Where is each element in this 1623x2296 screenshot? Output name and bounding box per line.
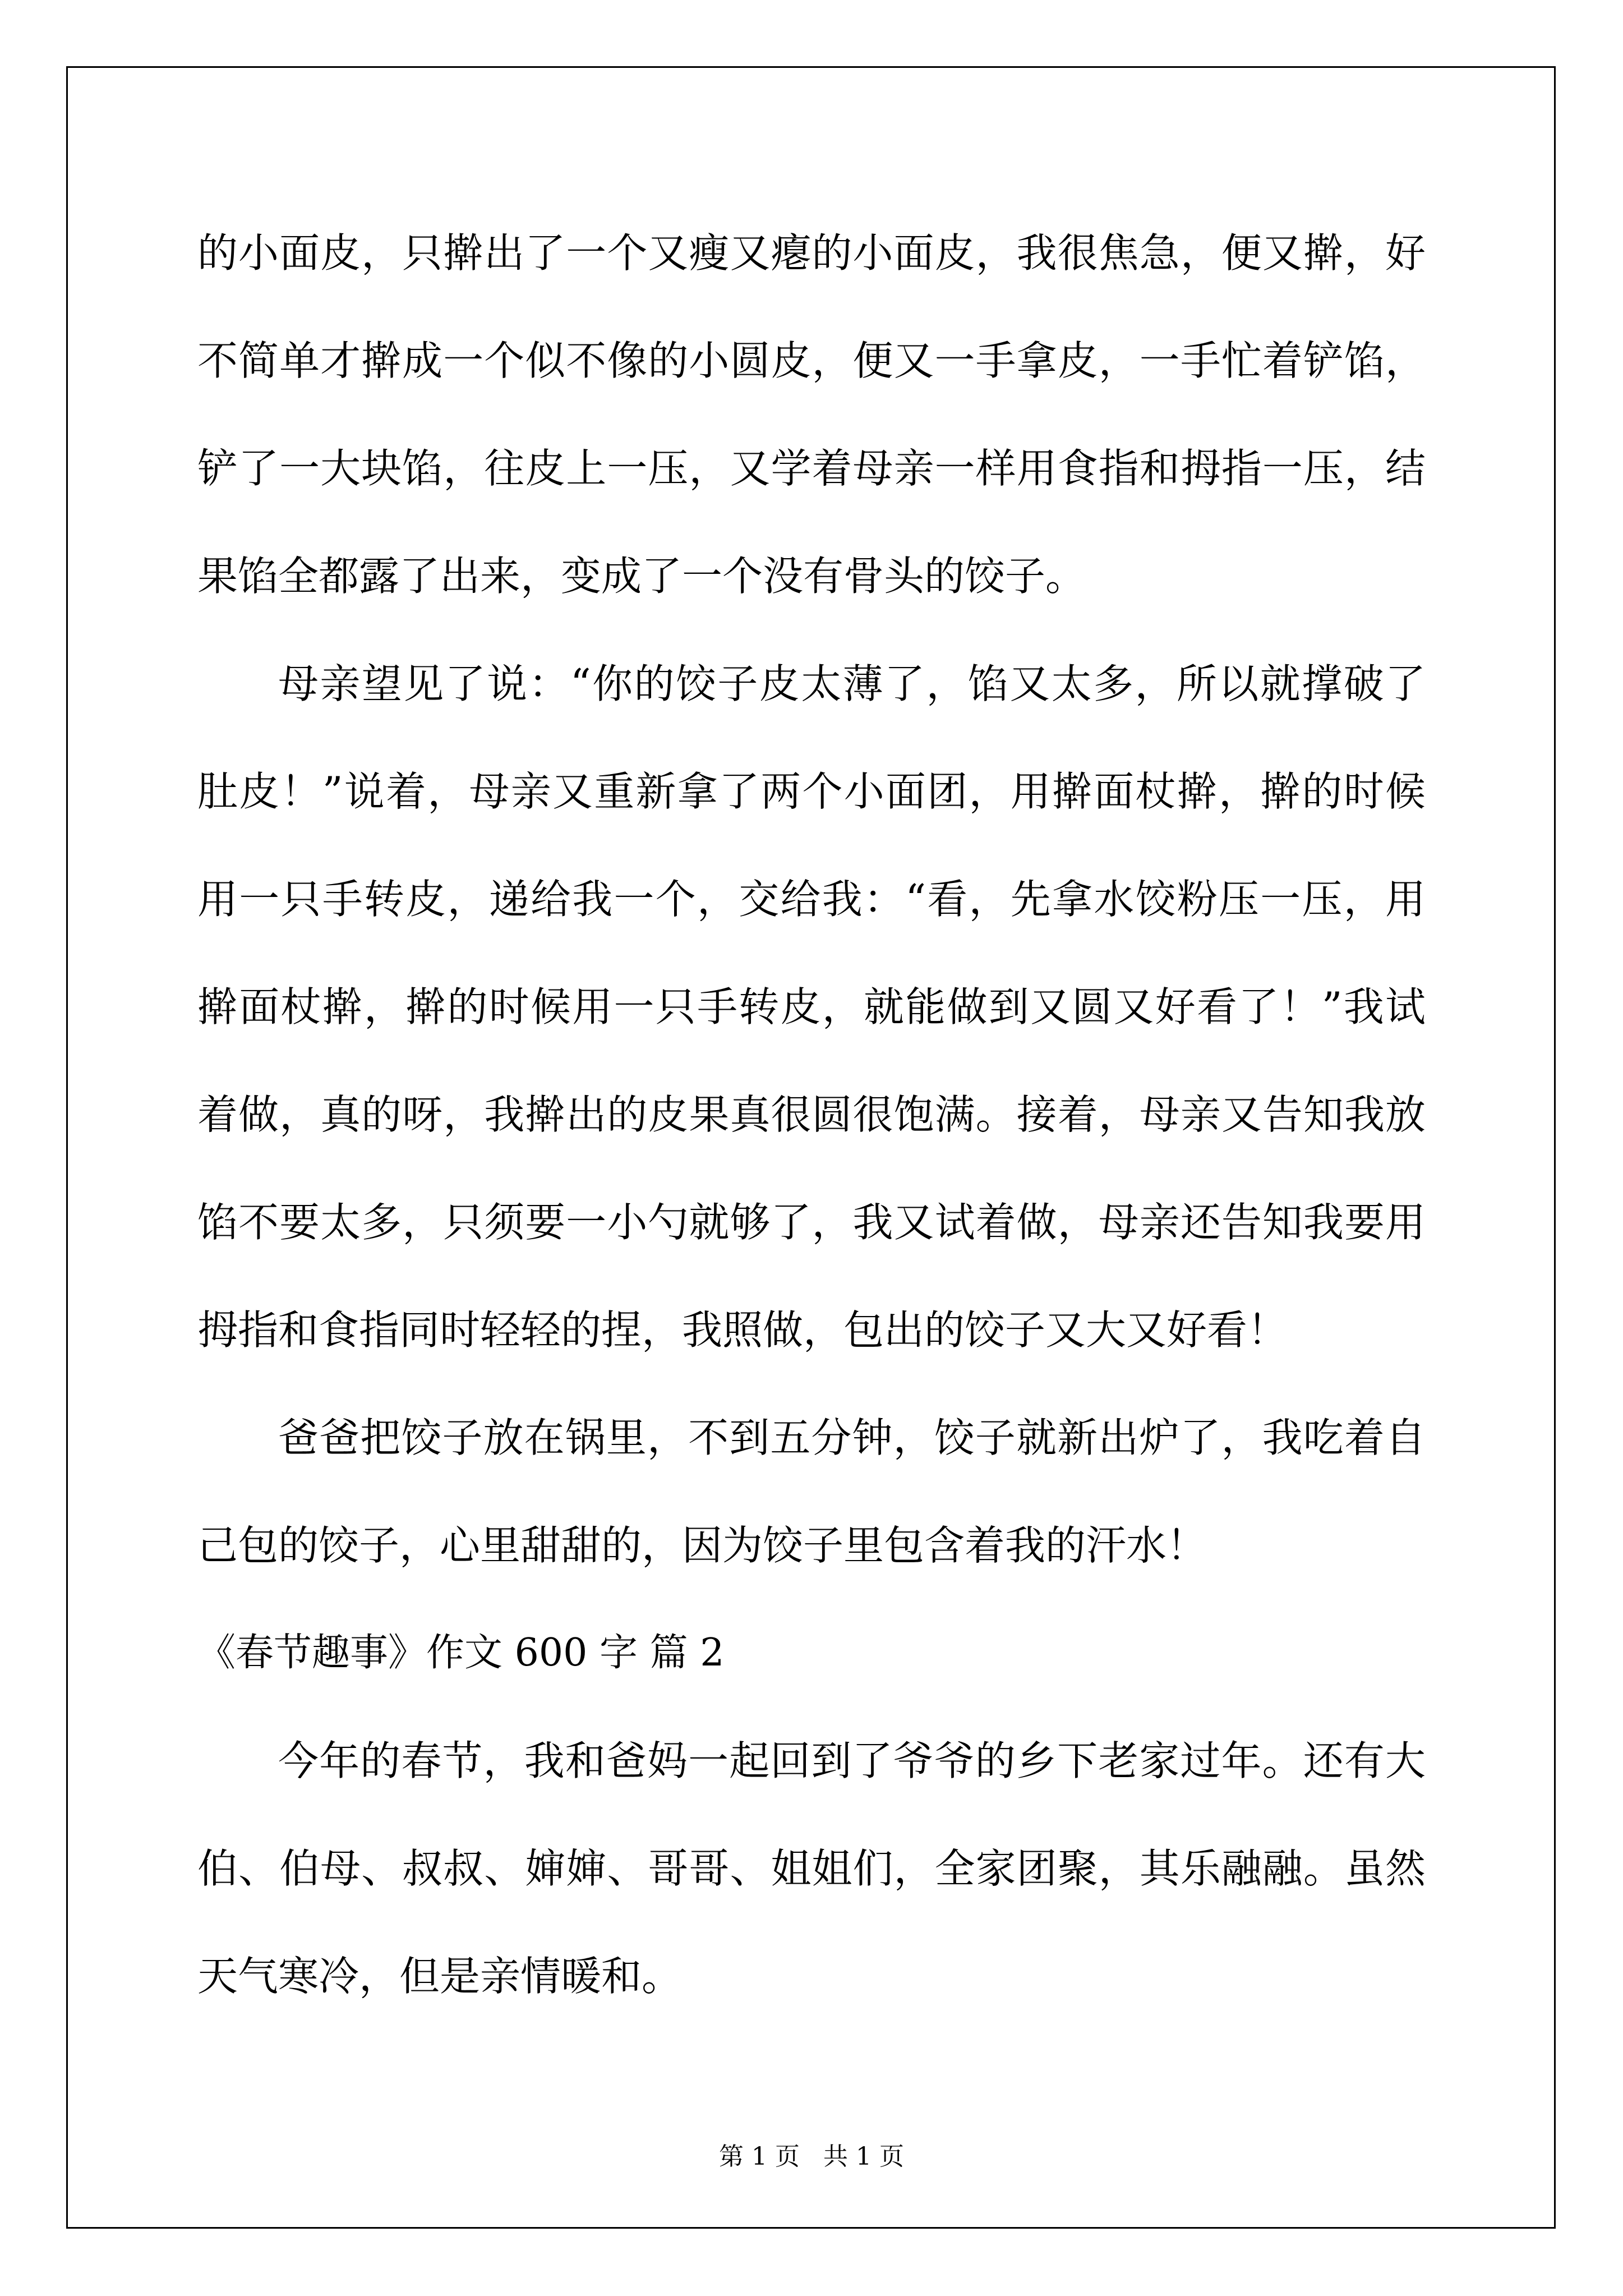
page-footer: 第 1 页 共 1 页 — [719, 2142, 904, 2171]
section-heading: 《春节趣事》作文 600 字 篇 2 — [197, 1631, 725, 1675]
document-body — [197, 199, 1426, 2030]
paragraph-1: 的小面皮，只擀出了一个又瘦又瘪的小面皮，我很焦急，便又擀，好不简单才擀成一个似不像的小圆皮，便又一手拿皮，一手忙着铲馅，铲了一大块馅，往皮上一压，又学着母亲一样用食指和拇指一压，结果馅全都露了出来，变成了一个没有骨头的饺子。 — [197, 229, 1426, 600]
paragraph-4: 今年的春节，我和爸妈一起回到了爷爷的乡下老家过年。还有大伯、伯母、叔叔、婶婶、哥哥、姐姐们，全家团聚，其乐融融。虽然天气寒冷，但是亲情暖和。 — [197, 1737, 1426, 2000]
paragraph-3: 爸爸把饺子放在锅里，不到五分钟，饺子就新出炉了，我吃着自己包的饺子，心里甜甜的，因为饺子里包含着我的汗水！ — [197, 1414, 1426, 1569]
paragraph-2: 母亲望见了说：“你的饺子皮太薄了，馅又太多，所以就撑破了肚皮！”说着，母亲又重新拿了两个小面团，用擀面杖擀，擀的时候用一只手转皮，递给我一个，交给我：“看，先拿水饺粉压一压，用擀面杖擀，擀的时候用一只手转皮，就能做到又圆又好看了！”我试着做，真的呀，我擀出的皮果真很圆很饱满。接着，母亲又告知我放馅不要太多，只须要一小勺就够了，我又试着做，母亲还告知我要用拇指和食指同时轻轻的捏，我照做，包出的饺子又大又好看！ — [197, 660, 1426, 1354]
